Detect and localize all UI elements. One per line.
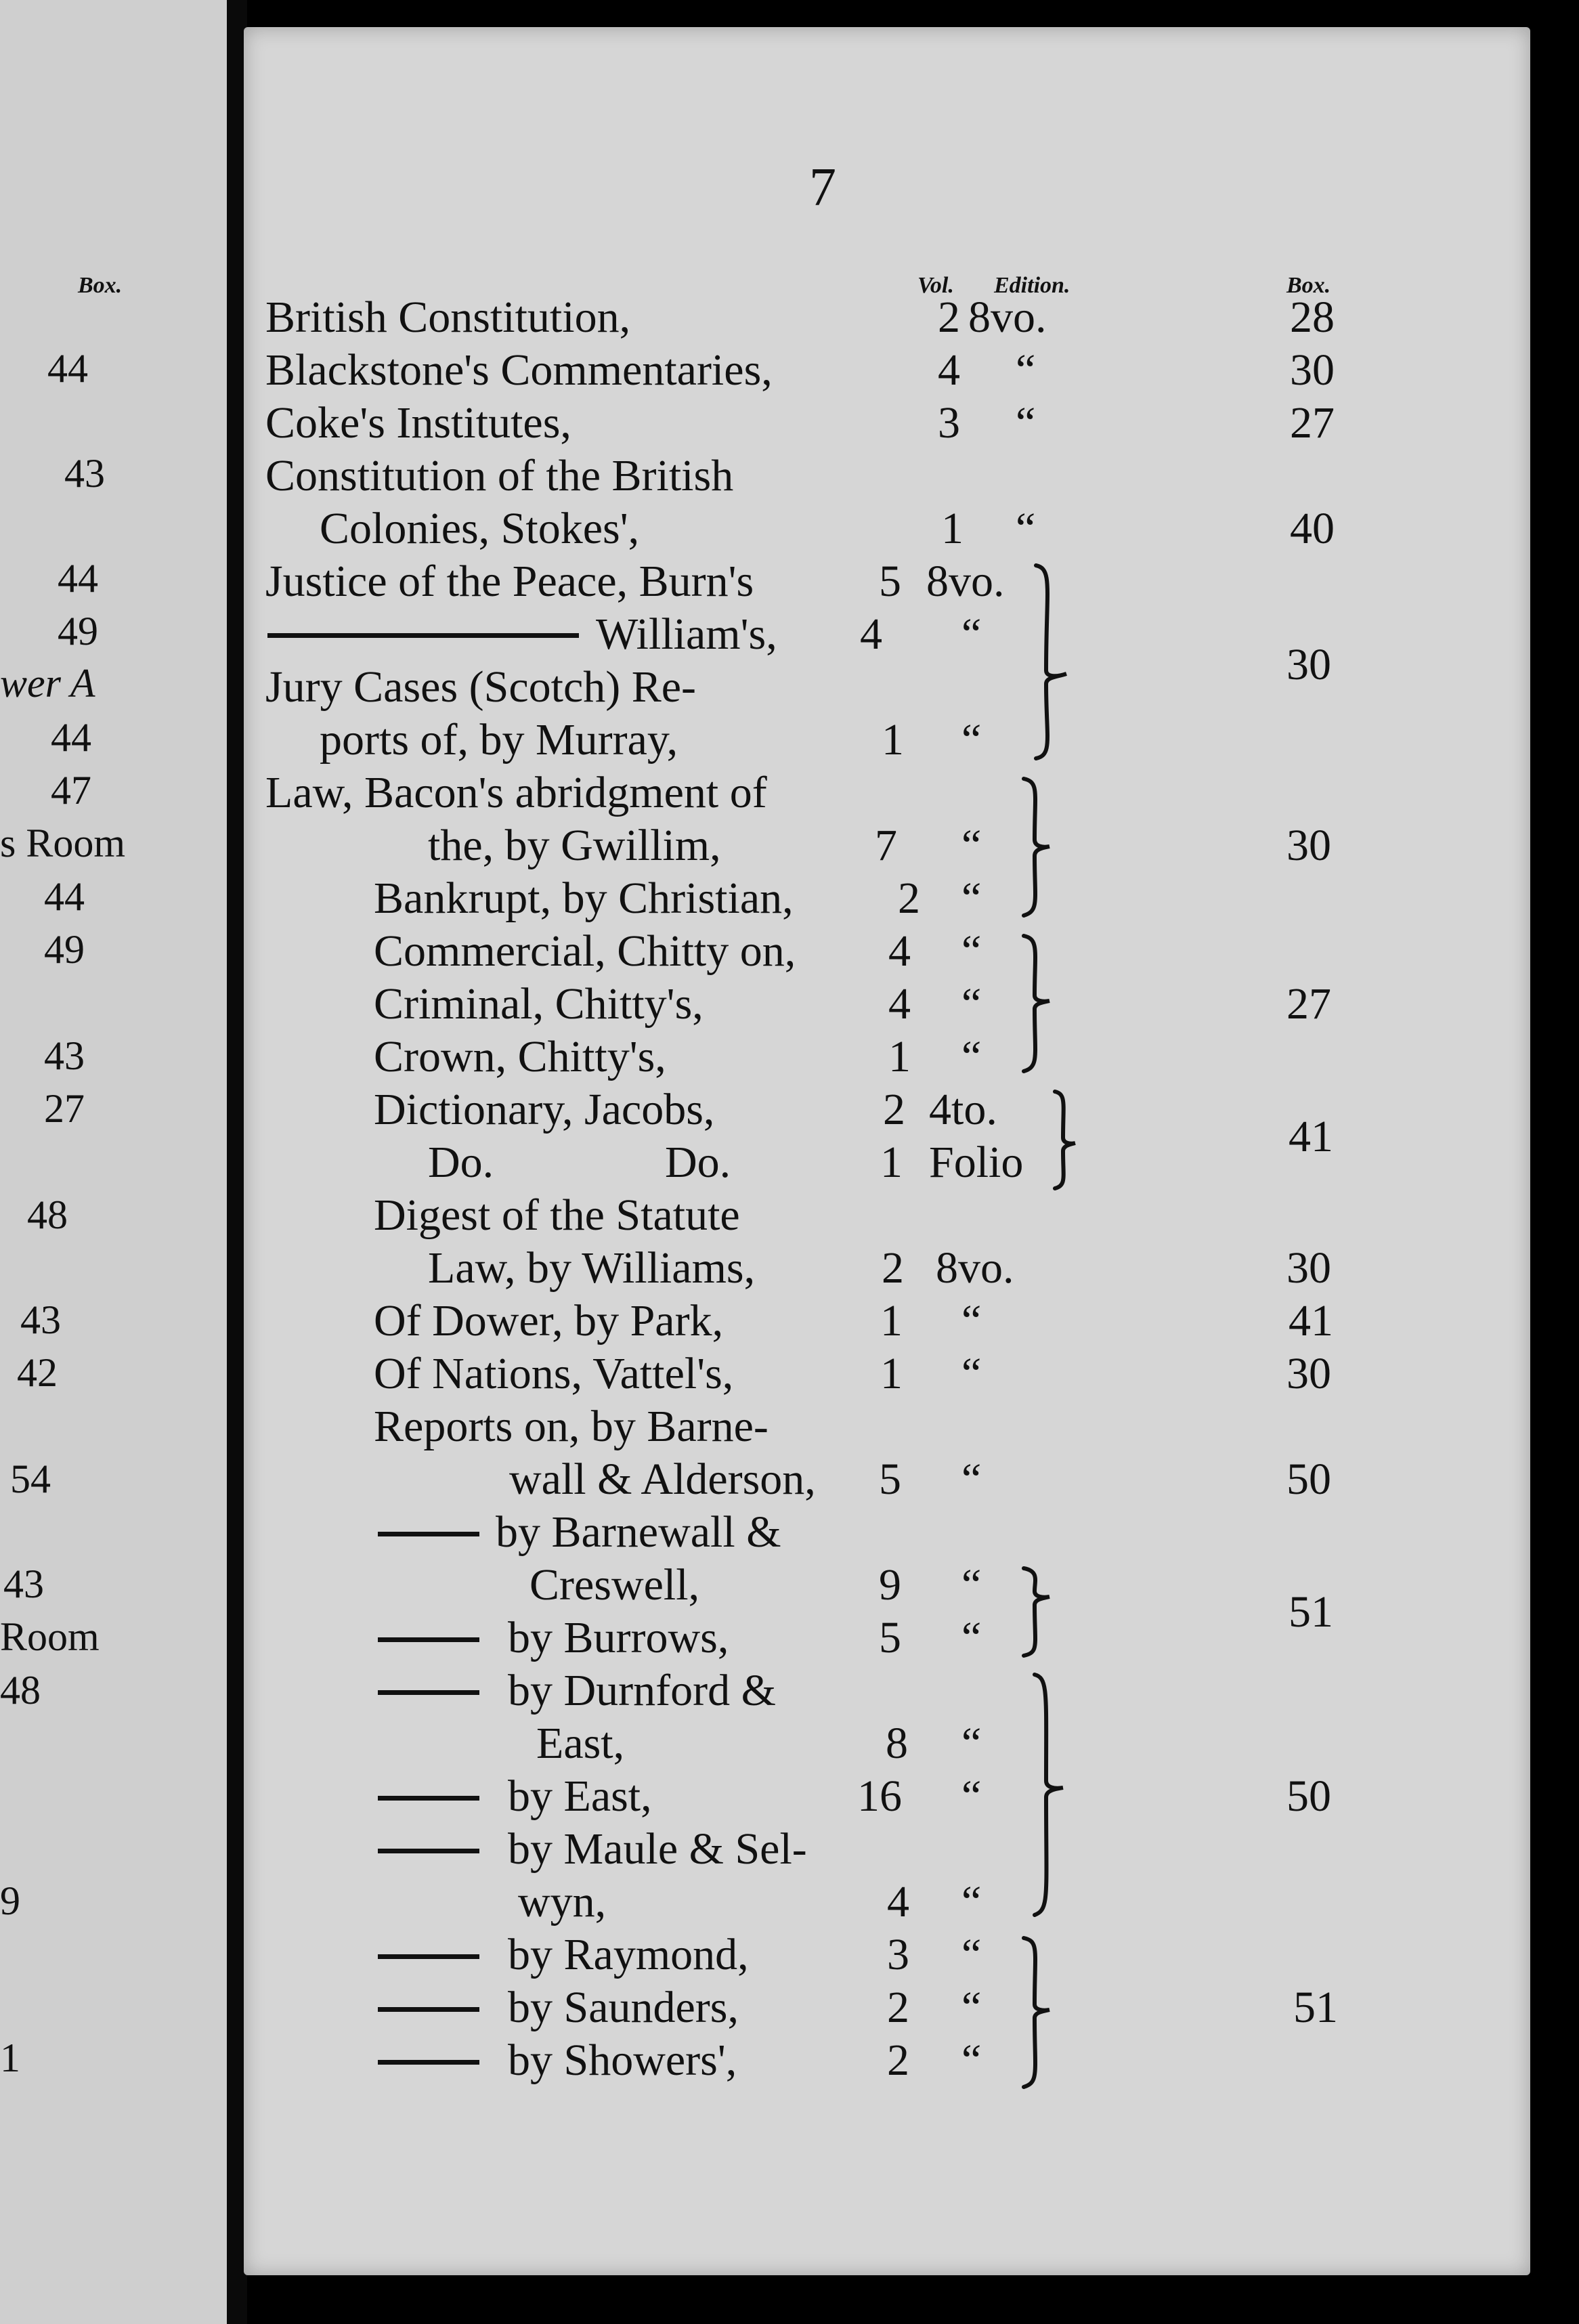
entry-box: 51 [1293,1983,1338,2032]
entry-title: by Durnford & [508,1666,776,1715]
entry-box: 40 [1290,504,1335,553]
entry-title-ditto: Do. [665,1138,731,1187]
left-number: 48 [27,1192,68,1237]
entry-edition: “ [961,821,982,870]
entry-vol: 4 [888,979,911,1029]
entry-edition: “ [961,1983,982,2032]
entry-title: Criminal, Chitty's, [374,979,704,1029]
entry-edition: 4to. [929,1085,997,1134]
left-number: 44 [58,556,98,601]
entry-edition: “ [961,1349,982,1398]
entry-edition: “ [961,926,982,976]
entry-edition: “ [961,715,982,765]
left-number: 47 [51,768,91,813]
entry-box: 30 [1286,1243,1331,1293]
entry-edition: “ [961,2036,982,2085]
entry-box: 30 [1286,1349,1331,1398]
entry-title: by Showers', [508,2036,737,2085]
brace [1055,1092,1075,1188]
left-number: 42 [17,1350,58,1395]
entry-vol: 9 [879,1560,901,1610]
entry-title: William's, [596,609,777,659]
left-box-header: Box. [78,273,123,298]
left-number: wer A [0,661,95,706]
entry-vol: 4 [887,1877,909,1927]
entry-title: East, [536,1719,625,1768]
entry-vol: 5 [879,557,901,606]
brace [1035,1675,1063,1915]
entry-title: by East, [508,1771,652,1821]
entry-edition: “ [961,1032,982,1081]
entry-vol: 5 [879,1613,901,1662]
entry-edition: “ [961,979,982,1029]
entry-edition: “ [961,1560,982,1610]
entry-edition: “ [961,1455,982,1504]
entry-edition: “ [961,1771,982,1821]
left-number: 44 [51,715,91,760]
vol-header: Vol. [917,273,954,298]
entry-vol: 2 [887,1983,909,2032]
entry-title: Commercial, Chitty on, [374,926,796,976]
left-number: 49 [58,609,98,653]
entry-edition: “ [961,609,982,659]
entry-vol: 4 [938,345,960,395]
entry-box: 50 [1286,1771,1331,1821]
entry-title: Creswell, [529,1560,700,1610]
left-number: 49 [44,927,85,972]
brace [1024,1568,1050,1656]
entry-edition: 8vo. [926,557,1005,606]
entry-title: British Constitution, [265,293,631,342]
entry-vol: 1 [880,1349,903,1398]
box-header: Box. [1286,273,1331,298]
entry-vol: 5 [879,1455,901,1504]
entry-title: Reports on, by Barne- [374,1402,769,1451]
left-number: 43 [20,1297,61,1342]
entry-title: Colonies, Stokes', [320,504,640,553]
brace [1024,936,1050,1071]
entry-title: Constitution of the British [265,451,734,500]
entry-vol: 16 [857,1771,902,1821]
left-number: 54 [10,1457,51,1501]
entry-title: Of Nations, Vattel's, [374,1349,734,1398]
entry-title: Crown, Chitty's, [374,1032,666,1081]
entry-edition: 8vo. [936,1243,1014,1293]
entry-box: 51 [1289,1587,1333,1637]
entry-title: Jury Cases (Scotch) Re- [265,662,697,712]
left-number: 43 [3,1562,44,1606]
entry-title: by Burrows, [508,1613,729,1662]
left-number: s Room [0,821,126,865]
entry-box: 30 [1286,640,1331,689]
entry-vol: 1 [880,1296,903,1346]
entry-title: by Raymond, [508,1930,749,1979]
edition-header: Edition. [994,273,1070,298]
entry-vol: 1 [888,1032,911,1081]
left-number: 44 [47,346,88,391]
left-number: 1 [0,2036,20,2080]
brace [1036,565,1066,758]
left-number: 43 [44,1033,85,1078]
brace [1024,1938,1050,2087]
entry-vol: 2 [938,293,960,342]
entry-vol: 2 [898,874,920,923]
entry-vol: 1 [882,715,904,765]
entry-title: Blackstone's Commentaries, [265,345,773,395]
entry-vol: 8 [886,1719,908,1768]
entry-edition: “ [1016,504,1036,553]
entry-title: ports of, by Murray, [320,715,678,765]
entry-edition: “ [961,1930,982,1979]
entry-title: wyn, [518,1877,607,1927]
entry-edition: Folio [929,1138,1024,1187]
entry-title: Digest of the Statute [374,1190,740,1240]
entry-box: 28 [1290,293,1335,342]
entry-box: 27 [1286,979,1331,1029]
entry-vol: 3 [887,1930,909,1979]
entry-title: by Maule & Sel- [508,1824,807,1874]
entry-title: Law, Bacon's abridgment of [265,768,767,817]
entry-vol: 7 [875,821,897,870]
entry-vol: 2 [883,1085,905,1134]
entry-vol: 2 [882,1243,904,1293]
entry-vol: 4 [888,926,911,976]
entry-title: Law, by Williams, [428,1243,756,1293]
entry-box: 27 [1290,398,1335,448]
left-number: 44 [44,874,85,919]
entry-edition: “ [961,1719,982,1768]
entry-title: wall & Alderson, [509,1455,816,1504]
entry-edition: “ [961,874,982,923]
brace [1024,779,1050,916]
left-number: 48 [0,1668,41,1713]
entry-title: Bankrupt, by Christian, [374,874,794,923]
entry-box: 30 [1290,345,1335,395]
left-number: 9 [0,1878,20,1923]
entry-vol: 1 [880,1138,903,1187]
entry-edition: “ [1016,345,1036,395]
entry-title: Coke's Institutes, [265,398,571,448]
entry-edition: 8vo. [968,293,1047,342]
entry-box: 50 [1286,1455,1331,1504]
entry-vol: 1 [941,504,964,553]
entry-title: by Barnewall & [496,1507,781,1557]
entry-title: Justice of the Peace, Burn's [265,557,754,606]
entry-box: 41 [1289,1112,1333,1161]
entry-box: 30 [1286,821,1331,870]
entry-vol: 4 [860,609,882,659]
left-number: Room [0,1614,100,1659]
left-number: 27 [44,1086,85,1131]
entry-title: by Saunders, [508,1983,739,2032]
entry-title: the, by Gwillim, [428,821,721,870]
entry-vol: 3 [938,398,960,448]
entry-edition: “ [961,1296,982,1346]
entry-title: Dictionary, Jacobs, [374,1085,715,1134]
entry-title: Of Dower, by Park, [374,1296,724,1346]
page-number: 7 [809,158,836,217]
entry-box: 41 [1289,1296,1333,1346]
left-number: 43 [64,451,105,496]
entry-vol: 2 [887,2036,909,2085]
entry-title: Do. [428,1138,494,1187]
entry-edition: “ [961,1613,982,1662]
entry-edition: “ [961,1877,982,1927]
entry-edition: “ [1016,398,1036,448]
